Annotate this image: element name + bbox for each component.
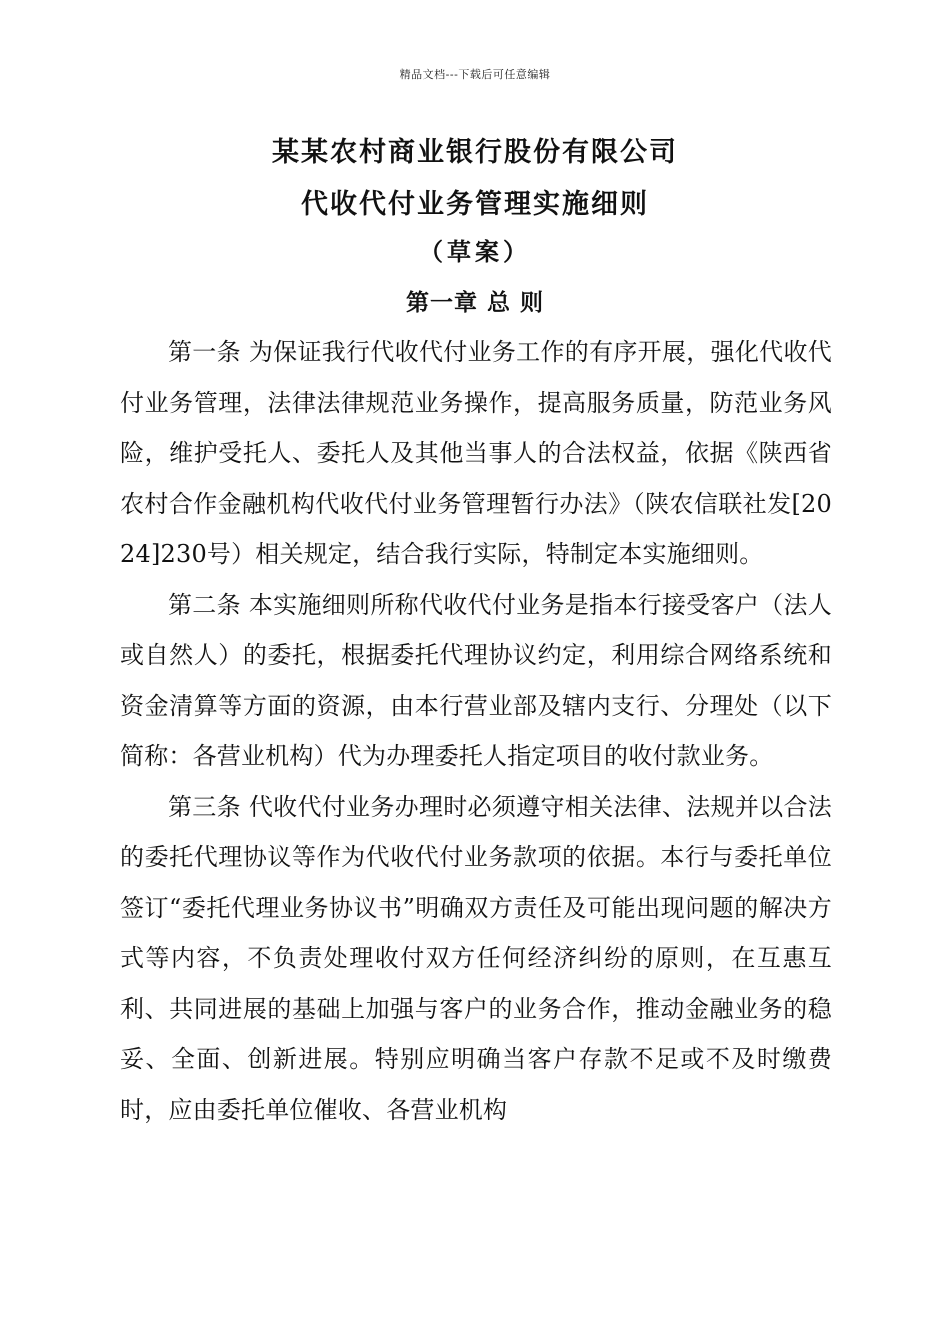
document-title-bank: 某某农村商业银行股份有限公司 — [272, 137, 678, 168]
document-title-draft: （草案） — [419, 237, 531, 266]
article-3: 第三条 代收代付业务办理时必须遵守相关法律、法规并以合法的委托代理协议等作为代收代付业务款项的依据。本行与委托单位签订“委托代理业务协议书”明确双方责任及可能出现问题的解决方式等内容，不负责处理收付双方任何经济纠纷的原则，在互惠互利、共同进展的基础上加强与客户的业务合作，推动金融业务的稳妥、全面、创新进展。特别应明确当客户存款不足或不及时缴费时，应由委托单位催收、各营业机构 — [120, 792, 832, 1124]
article-2: 第二条 本实施细则所称代收代付业务是指本行接受客户（法人或自然人）的委托，根据委托代理协议约定，利用综合网络系统和资金清算等方面的资源，由本行营业部及辖内支行、分理处（以下简称：各营业机构）代为办理委托人指定项目的收付款业务。 — [120, 590, 832, 770]
article-1: 第一条 为保证我行代收代付业务工作的有序开展，强化代收代付业务管理，法律法律规范业务操作，提高服务质量，防范业务风险，维护受托人、委托人及其他当事人的合法权益，依据《陕西省农村合作金融机构代收代付业务管理暂行办法》（陕农信联社发[2024]230号）相关规定，结合我行实际，特制定本实施细则。 — [120, 338, 832, 568]
header-note: 精品文档---下载后可任意编辑 — [399, 68, 551, 81]
document-body — [120, 327, 832, 1135]
document-title-rules: 代收代付业务管理实施细则 — [301, 189, 649, 220]
chapter-heading: 第一章 总 则 — [405, 289, 544, 316]
